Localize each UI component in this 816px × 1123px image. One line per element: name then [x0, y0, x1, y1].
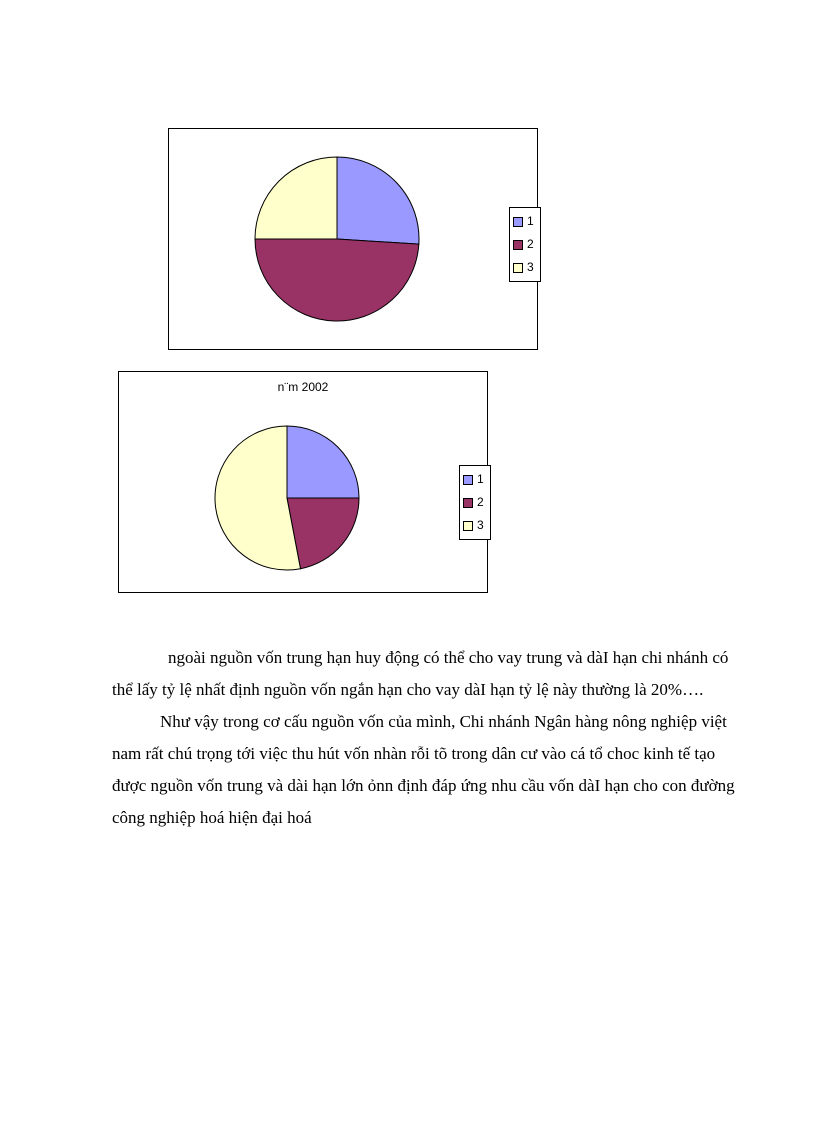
body-text: [112, 642, 742, 834]
pie-slice-1: [287, 426, 359, 498]
pie-chart-2-plot: [119, 372, 487, 592]
legend-label: 1: [477, 472, 484, 486]
pie-chart-1-plot: [169, 129, 537, 349]
paragraph-2: Như vậy trong cơ cấu nguồn vốn của mình, Chi nhánh Ngân hàng nông nghiệp việt nam rất chú trọng tới việc thu hút vốn nhàn rỗi tõ trong dân cư vào cá tổ choc kinh tế tạo được nguồn vốn trung và dài hạn lớn ỏnn định đáp ứng nhu cầu vốn dàI hạn cho con đường công nghiệp hoá hiện đại hoá: [112, 712, 735, 827]
chart-title: n¨m 2002: [277, 380, 329, 394]
legend-label: 3: [477, 518, 484, 532]
pie-slice-1: [337, 157, 419, 244]
chart-2-legend: [459, 465, 491, 540]
pie-slice-3: [255, 157, 337, 239]
pie-chart-1: [168, 128, 538, 350]
legend-swatch: [513, 263, 523, 273]
legend-item: [513, 233, 537, 256]
pie-slice-2: [255, 239, 419, 321]
legend-label: 2: [527, 237, 534, 251]
legend-label: 1: [527, 214, 534, 228]
legend-item: [513, 210, 537, 233]
legend-label: 3: [527, 260, 534, 274]
legend-swatch: [513, 217, 523, 227]
legend-item: [513, 256, 537, 279]
legend-swatch: [463, 475, 473, 485]
legend-swatch: [513, 240, 523, 250]
legend-item: [463, 468, 487, 491]
chart-1-legend: [509, 207, 541, 282]
paragraph-1: ngoài nguồn vốn trung hạn huy động có thể cho vay trung và dàI hạn chi nhánh có thể lấy tỷ lệ nhất định nguồn vốn ngắn hạn cho vay dàI hạn tỷ lệ này thường là 20%….: [112, 648, 729, 699]
legend-item: [463, 491, 487, 514]
legend-swatch: [463, 521, 473, 531]
legend-swatch: [463, 498, 473, 508]
legend-item: [463, 514, 487, 537]
pie-chart-2: [118, 371, 488, 593]
legend-label: 2: [477, 495, 484, 509]
